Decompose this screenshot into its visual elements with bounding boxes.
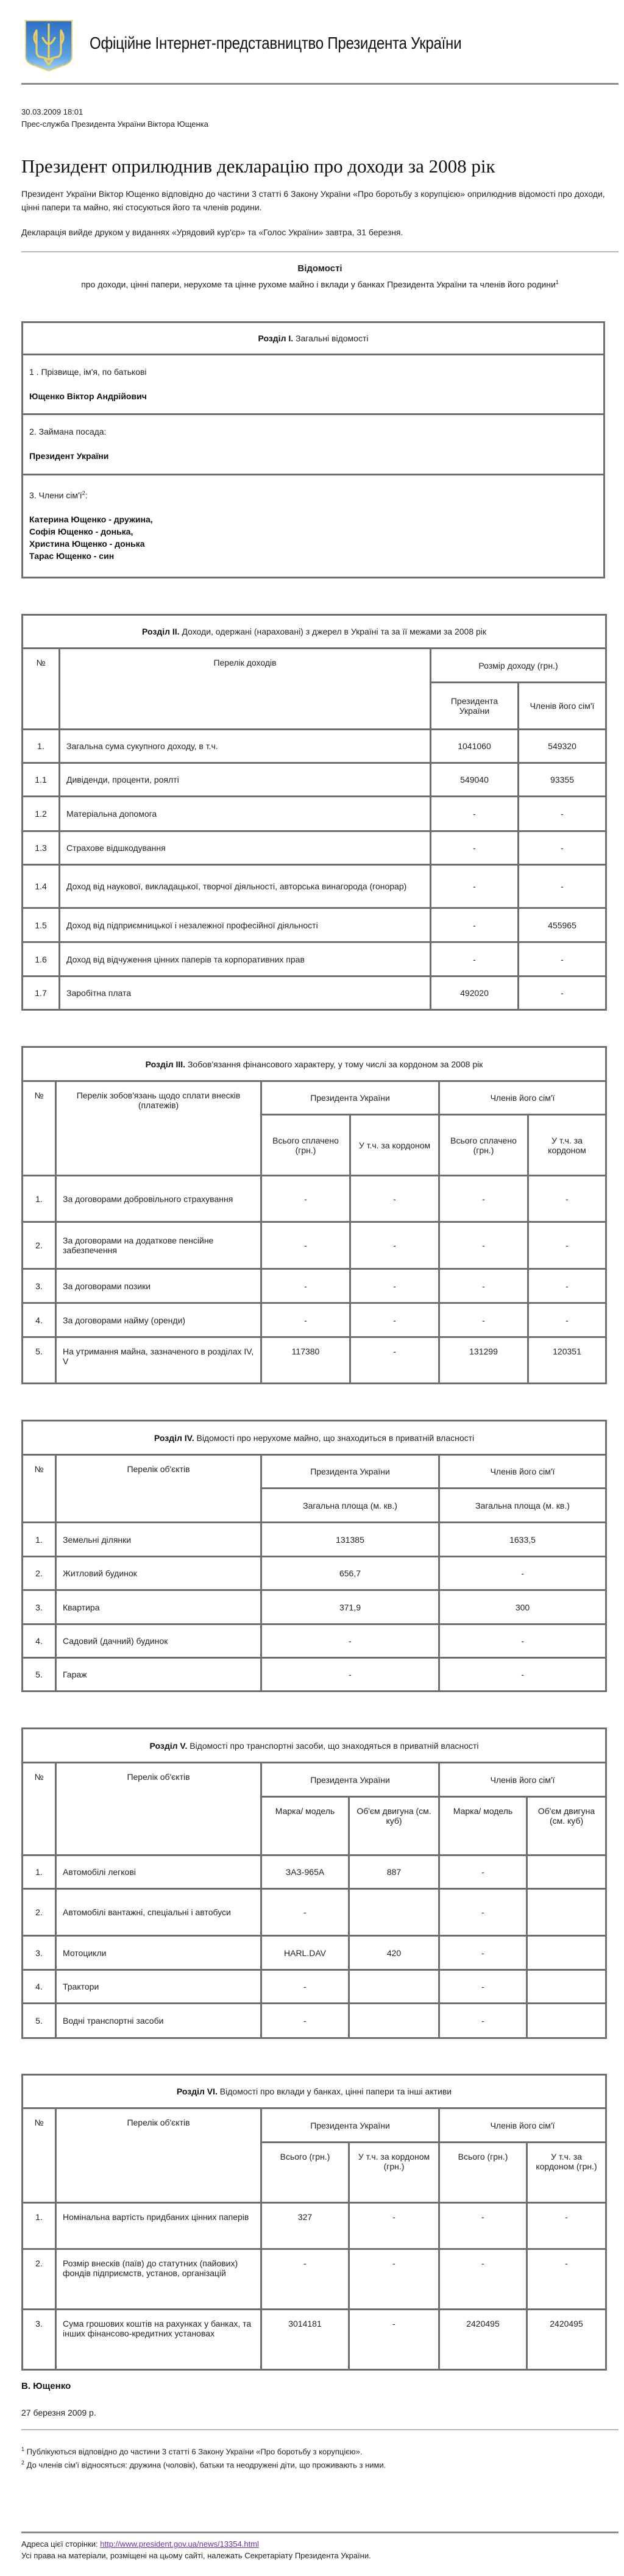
col-header-no: № [23, 1763, 56, 1856]
footnote-ref-2[interactable]: 2 [82, 489, 85, 496]
col-header-no: № [23, 649, 60, 730]
table-row [23, 1889, 606, 1936]
row-president-value: - [431, 831, 519, 865]
article-source: Прес-служба Президента України Віктора Ющенка [21, 119, 208, 129]
row-president-value: 549040 [431, 763, 519, 797]
position-value: Президент України [29, 451, 109, 461]
table-row [23, 1590, 606, 1624]
row-name: За договорами на додаткове пенсійне забезпечення [56, 1222, 261, 1269]
row-name: Доход від підприємницької і незалежної професійної діяльності [60, 908, 431, 942]
family-label-text: 3. Члени сім'ї [29, 490, 82, 500]
table-row [23, 977, 606, 1010]
row-name: На утримання майна, зазначеного в розділах IV, V [56, 1337, 261, 1384]
section-1-table [21, 321, 605, 578]
row-name: Загальна сума сукупного доходу, в т.ч. [60, 730, 431, 763]
page-address-label: Адреса цієї сторінки: [21, 2539, 98, 2549]
signature-name: В. Ющенко [21, 2381, 71, 2391]
family-cell [23, 475, 604, 578]
col-header-family-engine: Об'єм двигуна (см. куб) [527, 1797, 606, 1856]
row-no: 1.5 [23, 908, 60, 942]
row-family-value: 300 [439, 1590, 606, 1624]
row-name: Розмір внесків (паїв) до статутних (пайових) фондів підприємств, установ, організацій [56, 2249, 261, 2310]
section-1-label: Розділ I. [258, 333, 294, 343]
row-family-value: - [439, 1658, 606, 1692]
row-family-total: - [439, 2249, 527, 2310]
row-family-engine [527, 2004, 606, 2038]
row-president-value: 1041060 [431, 730, 519, 763]
row-president-engine [349, 1889, 439, 1936]
col-header-president: Президента України [261, 1455, 439, 1489]
table-row [23, 2004, 606, 2038]
article-divider [21, 251, 619, 252]
row-no: 1. [23, 1856, 56, 1889]
row-family-value: - [519, 865, 606, 908]
row-president-total: - [261, 1303, 350, 1337]
row-name: Садовий (дачний) будинок [56, 1624, 261, 1658]
section-3-label: Розділ III. [145, 1059, 186, 1069]
col-header-objects-list: Перелік об'єктів [56, 2108, 261, 2203]
col-header-president-engine: Об'єм двигуна (см. куб) [349, 1797, 439, 1856]
row-president-engine [349, 1970, 439, 2004]
section-4-title-text: Відомості про нерухоме майно, що знаходиться в приватній власності [196, 1432, 475, 1443]
row-family-model: - [439, 2004, 527, 2038]
row-family-abroad: - [528, 1303, 606, 1337]
col-header-no: № [23, 1455, 56, 1523]
row-family-abroad: 2420495 [527, 2310, 606, 2370]
declaration-subtitle [21, 276, 619, 291]
row-president-value: 371,9 [261, 1590, 439, 1624]
col-header-family: Членів його сім'ї [439, 1081, 606, 1115]
name-value: Ющенко Віктор Андрійович [29, 391, 147, 401]
col-header-president-total: Всього (грн.) [261, 2143, 349, 2203]
site-title: Офіційне Інтернет-представництво Президента України [90, 34, 462, 52]
table-row [23, 831, 606, 865]
row-name: Автомобілі вантажні, спеціальні і автобуси [56, 1889, 261, 1936]
row-president-abroad: - [350, 1337, 439, 1384]
row-family-abroad: - [528, 1269, 606, 1303]
row-family-value: - [519, 797, 606, 831]
col-header-income-list: Перелік доходів [60, 649, 431, 730]
row-family-total: 131299 [439, 1337, 528, 1384]
footnote-mark: 1 [21, 2446, 25, 2452]
copyright-notice: Усі права на матеріали, розміщені на цьому сайті, належать Секретаріату Президента України. [21, 2551, 371, 2560]
row-president-model: - [261, 1970, 349, 2004]
row-family-abroad: - [528, 1176, 606, 1222]
position-label: 2. Займана посада: [29, 427, 107, 436]
row-no: 5. [23, 2004, 56, 2038]
footnote-2 [21, 2457, 386, 2471]
row-no: 1.3 [23, 831, 60, 865]
row-family-value: - [519, 942, 606, 977]
row-president-value: - [431, 865, 519, 908]
row-family-model: - [439, 1970, 527, 2004]
row-family-engine [527, 1889, 606, 1936]
section-5-table [21, 1727, 607, 2039]
row-president-abroad: - [350, 1176, 439, 1222]
row-no: 1.4 [23, 865, 60, 908]
col-header-president-abroad: У т.ч. за кордоном (грн.) [349, 2143, 439, 2203]
row-family-value: 93355 [519, 763, 606, 797]
article-date: 30.03.2009 18:01 [21, 107, 83, 116]
table-row [23, 1856, 606, 1889]
row-president-model: - [261, 2004, 349, 2038]
row-no: 2. [23, 1222, 56, 1269]
table-row [23, 908, 606, 942]
row-name: Водні транспортні засоби [56, 2004, 261, 2038]
row-president-total: - [261, 1176, 350, 1222]
table-row [23, 865, 606, 908]
row-president-total: - [261, 1269, 350, 1303]
section-2-title-text: Доходи, одержані (нараховані) з джерел в Україні та за її межами за 2008 рік [182, 627, 487, 636]
section-5-title-text: Відомості про транспортні засоби, що знаходяться в приватній власності [190, 1740, 479, 1751]
col-header-president-area: Загальна площа (м. кв.) [261, 1489, 439, 1523]
row-no: 1.7 [23, 977, 60, 1010]
col-header-family-area: Загальна площа (м. кв.) [439, 1489, 606, 1523]
row-name: Земельні ділянки [56, 1523, 261, 1557]
section-2-title [23, 615, 606, 649]
col-header-family-abroad: У т.ч. за кордоном [528, 1115, 606, 1176]
row-no: 3. [23, 2310, 56, 2370]
col-header-family-total: Всього сплачено (грн.) [439, 1115, 528, 1176]
row-family-engine [527, 1970, 606, 2004]
family-member: Тарас Ющенко - син [29, 551, 115, 561]
header-divider [21, 83, 619, 85]
row-family-total: - [439, 1222, 528, 1269]
row-family-total: - [439, 2203, 527, 2249]
row-president-engine [349, 2004, 439, 2038]
row-family-model: - [439, 1889, 527, 1936]
row-president-value: - [431, 908, 519, 942]
section-1-title-text: Загальні відомості [296, 333, 369, 343]
section-4-table [21, 1420, 607, 1692]
name-cell [23, 355, 604, 415]
row-family-engine [527, 1936, 606, 1970]
table-row [23, 1303, 606, 1337]
row-no: 3. [23, 1269, 56, 1303]
table-row [23, 730, 606, 763]
row-name: Номінальна вартість придбаних цінних паперів [56, 2203, 261, 2249]
row-name: За договорами добровільного страхування [56, 1176, 261, 1222]
table-row [23, 942, 606, 977]
row-president-total: 327 [261, 2203, 349, 2249]
table-row [23, 1557, 606, 1590]
footer-divider [21, 2532, 619, 2533]
row-name: Квартира [56, 1590, 261, 1624]
section-3-title-text: Зобов'язання фінансового характеру, у тому числі за кордоном за 2008 рік [187, 1059, 483, 1069]
footnotes-divider [21, 2429, 619, 2430]
row-family-abroad: - [528, 1222, 606, 1269]
section-1-title [23, 322, 604, 355]
footnote-1 [21, 2443, 362, 2458]
col-header-family-abroad: У т.ч. за кордоном (грн.) [527, 2143, 606, 2203]
col-header-obligations-list: Перелік зобов'язань щодо сплати внесків (платежів) [56, 1081, 261, 1176]
col-header-objects-list: Перелік об'єктів [56, 1763, 261, 1856]
row-president-model: HARL.DAV [261, 1936, 349, 1970]
row-president-total: - [261, 2249, 349, 2310]
row-president-model: - [261, 1889, 349, 1936]
row-no: 1. [23, 730, 60, 763]
col-header-president: Президента України [261, 2108, 439, 2143]
row-family-abroad: - [527, 2203, 606, 2249]
row-name: Сума грошових коштів на рахунках у банках, та інших фінансово-кредитних установах [56, 2310, 261, 2370]
row-family-total: - [439, 1269, 528, 1303]
row-no: 2. [23, 1557, 56, 1590]
section-4-label: Розділ IV. [154, 1432, 194, 1443]
row-name: Доход від відчуження цінних паперів та корпоративних прав [60, 942, 431, 977]
row-name: Страхове відшкодування [60, 831, 431, 865]
row-president-value: - [261, 1624, 439, 1658]
row-no: 1.2 [23, 797, 60, 831]
row-no: 1. [23, 2203, 56, 2249]
row-no: 1.6 [23, 942, 60, 977]
col-header-family: Членів його сім'ї [439, 2108, 606, 2143]
row-president-engine: 420 [349, 1936, 439, 1970]
row-president-value: 656,7 [261, 1557, 439, 1590]
family-member: Софія Ющенко - донька, [29, 527, 133, 537]
signature-date: 27 березня 2009 р. [21, 2408, 96, 2418]
section-2-table [21, 614, 607, 1011]
row-no: 2. [23, 2249, 56, 2310]
row-president-total: 117380 [261, 1337, 350, 1384]
row-no: 5. [23, 1337, 56, 1384]
row-name: Заробітна плата [60, 977, 431, 1010]
col-header-president-total: Всього сплачено (грн.) [261, 1115, 350, 1176]
row-name: Гараж [56, 1658, 261, 1692]
section-3-table [21, 1046, 607, 1384]
family-label [29, 490, 597, 500]
row-name: Автомобілі легкові [56, 1856, 261, 1889]
footnote-text: До членів сім'ї відносяться: дружина (чоловік), батьки та неодружені діти, що проживають з ними. [26, 2460, 386, 2470]
row-family-model: - [439, 1856, 527, 1889]
col-header-no: № [23, 2108, 56, 2203]
row-no: 3. [23, 1590, 56, 1624]
section-3-title [23, 1047, 606, 1081]
table-row [23, 1970, 606, 2004]
row-name: За договорами позики [56, 1269, 261, 1303]
col-header-no: № [23, 1081, 56, 1176]
section-5-title [23, 1729, 606, 1763]
declaration-title: Відомості [297, 263, 342, 274]
family-label-colon: : [85, 490, 88, 500]
row-no: 3. [23, 1936, 56, 1970]
col-header-family: Членів його сім'ї [439, 1763, 606, 1797]
row-president-total: - [261, 1222, 350, 1269]
col-header-president-model: Марка/ модель [261, 1797, 349, 1856]
row-no: 1. [23, 1176, 56, 1222]
row-family-abroad: 120351 [528, 1337, 606, 1384]
section-6-title [23, 2075, 606, 2108]
row-family-value: - [439, 1557, 606, 1590]
col-header-president: Президента України [261, 1763, 439, 1797]
col-header-income-amount: Розмір доходу (грн.) [431, 649, 606, 683]
col-header-objects-list: Перелік об'єктів [56, 1455, 261, 1523]
row-family-value: 455965 [519, 908, 606, 942]
row-family-abroad: - [527, 2249, 606, 2310]
col-header-family-model: Марка/ модель [439, 1797, 527, 1856]
row-president-value: - [431, 942, 519, 977]
article-paragraph-2: Декларація вийде друком у виданнях «Урядовий кур'єр» та «Голос України» завтра, 31 березня. [21, 227, 403, 237]
row-president-value: - [261, 1658, 439, 1692]
row-family-total: 2420495 [439, 2310, 527, 2370]
page-address [21, 2538, 259, 2550]
row-family-value: - [519, 977, 606, 1010]
row-name: Матеріальна допомога [60, 797, 431, 831]
row-president-model: ЗАЗ-965А [261, 1856, 349, 1889]
section-6-title-text: Відомості про вклади у банках, цінні папери та інші активи [219, 2087, 452, 2096]
row-president-abroad: - [349, 2310, 439, 2370]
section-5-label: Розділ V. [149, 1740, 188, 1751]
table-row [23, 2310, 606, 2370]
ukraine-coat-of-arms-icon [24, 20, 73, 72]
row-president-engine: 887 [349, 1856, 439, 1889]
table-row [23, 1176, 606, 1222]
page-address-link[interactable]: http://www.president.gov.ua/news/13354.html [100, 2539, 259, 2549]
row-family-engine [527, 1856, 606, 1889]
row-family-value: - [439, 1624, 606, 1658]
table-row [23, 1624, 606, 1658]
row-president-abroad: - [350, 1222, 439, 1269]
table-row [23, 1222, 606, 1269]
col-header-president: Президента України [261, 1081, 439, 1115]
row-name: Житловий будинок [56, 1557, 261, 1590]
col-header-president: Президента України [431, 683, 519, 730]
row-name: Мотоцикли [56, 1936, 261, 1970]
row-name: Доход від наукової, викладацької, творчої діяльності, авторська винагорода (гонорар) [60, 865, 431, 908]
position-cell [23, 415, 604, 475]
footnote-mark: 2 [21, 2460, 25, 2466]
row-no: 4. [23, 1303, 56, 1337]
table-row [23, 1337, 606, 1384]
col-header-family: Членів його сім'ї [439, 1455, 606, 1489]
family-member: Катерина Ющенко - дружина, [29, 514, 153, 525]
family-member: Христина Ющенко - донька [29, 539, 145, 549]
row-no: 4. [23, 1624, 56, 1658]
row-no: 2. [23, 1889, 56, 1936]
row-no: 5. [23, 1658, 56, 1692]
declaration-subtitle-text: про доходи, цінні папери, нерухоме та цінне рухоме майно і вклади у банках Президента України та членів його родини [81, 279, 556, 290]
row-name: За договорами найму (оренди) [56, 1303, 261, 1337]
row-family-total: - [439, 1176, 528, 1222]
col-header-family-total: Всього (грн.) [439, 2143, 527, 2203]
row-family-value: 549320 [519, 730, 606, 763]
row-president-abroad: - [350, 1269, 439, 1303]
row-president-value: 492020 [431, 977, 519, 1010]
section-4-title [23, 1421, 606, 1455]
article-paragraph-1: Президент України Віктор Ющенко відповідно до частини 3 статті 6 Закону України «Про боротьбу з корупцією» оприлюднив відомості про доходи, цінні папери та майно, які стосуються його та членів родини. [21, 189, 605, 212]
row-president-total: 3014181 [261, 2310, 349, 2370]
table-row [23, 1269, 606, 1303]
row-president-value: - [431, 797, 519, 831]
section-6-table [21, 2074, 607, 2371]
table-row [23, 2249, 606, 2310]
row-president-abroad: - [350, 1303, 439, 1337]
table-row [23, 797, 606, 831]
row-no: 1. [23, 1523, 56, 1557]
article-headline: Президент оприлюднив декларацію про доходи за 2008 рік [21, 155, 495, 177]
row-president-abroad: - [349, 2249, 439, 2310]
table-row [23, 1523, 606, 1557]
table-row [23, 1658, 606, 1692]
row-no: 4. [23, 1970, 56, 2004]
section-2-label: Розділ II. [142, 627, 180, 636]
row-family-value: 1633,5 [439, 1523, 606, 1557]
row-name: Дивіденди, проценти, роялті [60, 763, 431, 797]
row-name: Трактори [56, 1970, 261, 2004]
row-family-total: - [439, 1303, 528, 1337]
row-no: 1.1 [23, 763, 60, 797]
col-header-family: Членів його сім'ї [519, 683, 606, 730]
row-family-model: - [439, 1936, 527, 1970]
footnote-ref-1[interactable]: 1 [555, 279, 559, 285]
table-row [23, 2203, 606, 2249]
row-president-value: 131385 [261, 1523, 439, 1557]
row-family-value: - [519, 831, 606, 865]
name-label: 1 . Прізвище, ім'я, по батькові [29, 366, 147, 377]
footnote-text: Публікуються відповідно до частини 3 статті 6 Закону України «Про боротьбу з корупцією». [26, 2447, 363, 2457]
table-row [23, 1936, 606, 1970]
col-header-president-abroad: У т.ч. за кордоном [350, 1115, 439, 1176]
declaration-heading [21, 262, 619, 291]
table-row [23, 763, 606, 797]
row-president-abroad: - [349, 2203, 439, 2249]
section-6-label: Розділ VI. [176, 2087, 218, 2096]
